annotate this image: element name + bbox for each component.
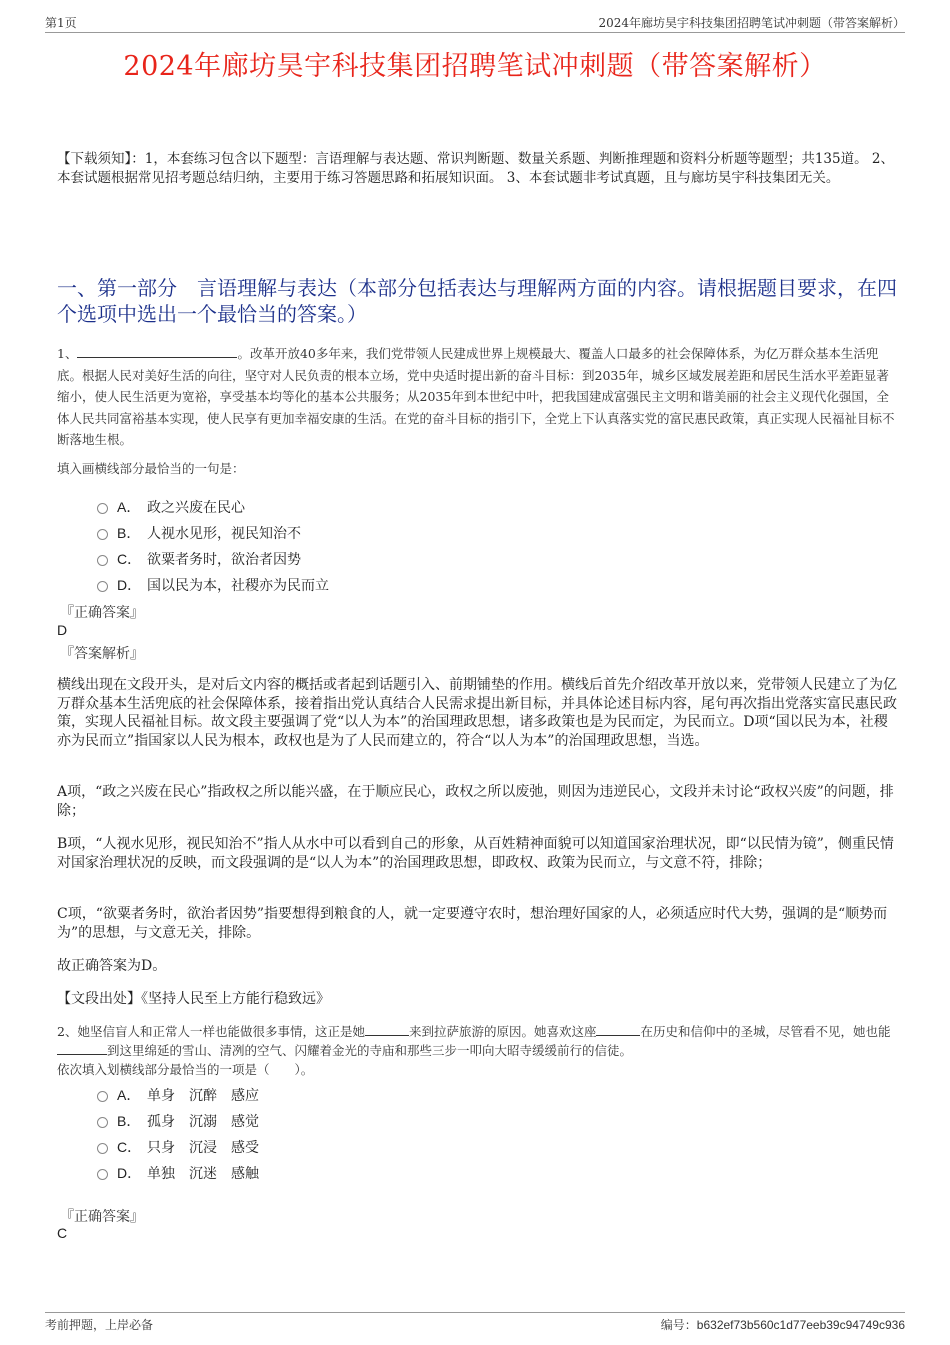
option-c[interactable]: C． 只身 沉浸 感受: [97, 1134, 259, 1160]
q1-options: [97, 494, 329, 598]
radio-icon[interactable]: [97, 503, 108, 514]
fill-blank: [57, 1042, 107, 1055]
analysis-label: 『答案解析』: [60, 646, 144, 662]
answer-label: 『正确答案』: [60, 1209, 144, 1225]
page-title: 2024年廊坊昊宇科技集团招聘笔试冲刺题（带答案解析）: [123, 51, 827, 82]
radio-icon[interactable]: [97, 529, 108, 540]
question-instruction: 依次填入划横线部分最恰当的一项是（ ）。: [57, 1062, 314, 1077]
analysis-paragraph: 故正确答案为D。: [57, 958, 167, 974]
option-b[interactable]: B． 人视水见形，视民知治不: [97, 520, 329, 546]
fill-blank: [77, 345, 237, 358]
page-header: [45, 14, 905, 33]
answer-value: D: [57, 622, 68, 638]
source-note: 【文段出处】《坚持人民至上方能行稳致远》: [57, 991, 330, 1007]
option-d[interactable]: D． 单独 沉迷 感触: [97, 1160, 259, 1186]
question-passage: 。改革开放40多年来，我们党带领人民建成世界上规模最大、覆盖人口最多的社会保障体系，为亿万群众基本生活兜底。根据人民对美好生活的向往，坚守对人民负责的根本立场，党中央适时提出新的奋斗目标：到2035年，城乡区域发展差距和居民生活水平差距显著缩小，使人民生活更为宽裕，享受基本均等化的基本公共服务；从2035年到本世纪中叶，把我国建成富强民主文明和谐美丽的社会主义现代化强国，全体人民共同富裕基本实现，使人民享有更加幸福安康的生活。在党的奋斗目标的指引下，全党上下认真落实党的富民惠民政策，真正实现人民福祉目标不断落地生根。: [57, 346, 895, 447]
page-number: 第1页: [45, 16, 77, 30]
radio-icon[interactable]: [97, 1091, 108, 1102]
option-a[interactable]: A． 政之兴废在民心: [97, 494, 329, 520]
radio-icon[interactable]: [97, 1169, 108, 1180]
option-a[interactable]: A． 单身 沉醉 感应: [97, 1082, 259, 1108]
analysis-paragraph: C项，“欲粟者务时，欲治者因势”指要想得到粮食的人，就一定要遵守农时，想治理好国家的人，必须适应时代大势，强调的是“顺势而为”的思想，与文意无关，排除。: [57, 906, 888, 941]
question-instruction: 填入画横线部分最恰当的一句是：: [57, 461, 245, 476]
option-c[interactable]: C． 欲粟者务时，欲治者因势: [97, 546, 329, 572]
analysis-paragraph: B项，“人视水见形，视民知治不”指人从水中可以看到自己的形象，从百姓精神面貌可以知道国家治理状况，即“以民情为镜”，侧重民情对国家治理状况的反映，而文段强调的是“以人为本”的治国理政思想，即政权、政策为民而立，与文意不符，排除；: [57, 836, 894, 871]
answer-label: 『正确答案』: [60, 605, 144, 621]
radio-icon[interactable]: [97, 555, 108, 566]
section-heading: 一、第一部分 言语理解与表达（本部分包括表达与理解两方面的内容。请根据题目要求，在四个选项中选出一个最恰当的答案。）: [57, 276, 897, 326]
question-number: 1、: [57, 346, 78, 361]
question-2: 2、她坚信盲人和正常人一样也能做很多事情，这正是她 来到拉萨旅游的原因。她喜欢这座 在历史和信仰中的圣城，尽管看不见，她也能到这里绵延的雪山、清冽的空气、闪耀着金光的寺庙和那些三步一叩向大昭寺缓缓前行的信徒。 依次填入划横线部分最恰当的一项是（ ）。: [57, 1024, 891, 1077]
option-b[interactable]: B． 孤身 沉溺 感觉: [97, 1108, 259, 1134]
q2-options: [97, 1082, 259, 1186]
footer-code: 编号：b632ef73b560c1d77eeb39c94749c936: [660, 1318, 905, 1332]
question-number: 2、: [57, 1024, 78, 1039]
download-notice: 【下载须知】：1，本套练习包含以下题型：言语理解与表达题、常识判断题、数量关系题、判断推理题和资料分析题等题型；共135道。 2、本套试题根据常见招考题总结归纳，主要用于练习答题思路和拓展知识面。 3、本套试题非考试真题，且与廊坊昊宇科技集团无关。: [57, 151, 894, 186]
question-1: [57, 343, 898, 451]
radio-icon[interactable]: [97, 1143, 108, 1154]
answer-value: C: [57, 1225, 68, 1241]
analysis-paragraph: A项，“政之兴废在民心”指政权之所以能兴盛，在于顺应民心，政权之所以废弛，则因为违逆民心，文段并未讨论“政权兴废”的问题，排除；: [57, 784, 894, 819]
option-d[interactable]: D． 国以民为本，社稷亦为民而立: [97, 572, 329, 598]
header-doc-title: 2024年廊坊昊宇科技集团招聘笔试冲刺题（带答案解析）: [598, 16, 905, 30]
fill-blank: [365, 1023, 409, 1036]
fill-blank: [596, 1023, 640, 1036]
analysis-paragraph: 横线出现在文段开头，是对后文内容的概括或者起到话题引入、前期铺垫的作用。横线后首先介绍改革开放以来，党带领人民建立了为亿万群众基本生活兜底的社会保障体系，接着指出党认真结合人民需求提出新目标，并具体论述目标内容，尾句再次指出党落实富民惠民政策，实现人民福祉目标。故文段主要强调了党“以人为本”的治国理政思想，诸多政策也是为民而定，为民而立。D项“国以民为本，社稷亦为民而立”指国家以人民为根本，政权也是为了人民而建立的，符合“以人为本”的治国理政思想，当选。: [57, 677, 897, 749]
page-footer: [45, 1312, 905, 1333]
radio-icon[interactable]: [97, 581, 108, 592]
radio-icon[interactable]: [97, 1117, 108, 1128]
footer-slogan: 考前押题，上岸必备: [45, 1318, 154, 1332]
